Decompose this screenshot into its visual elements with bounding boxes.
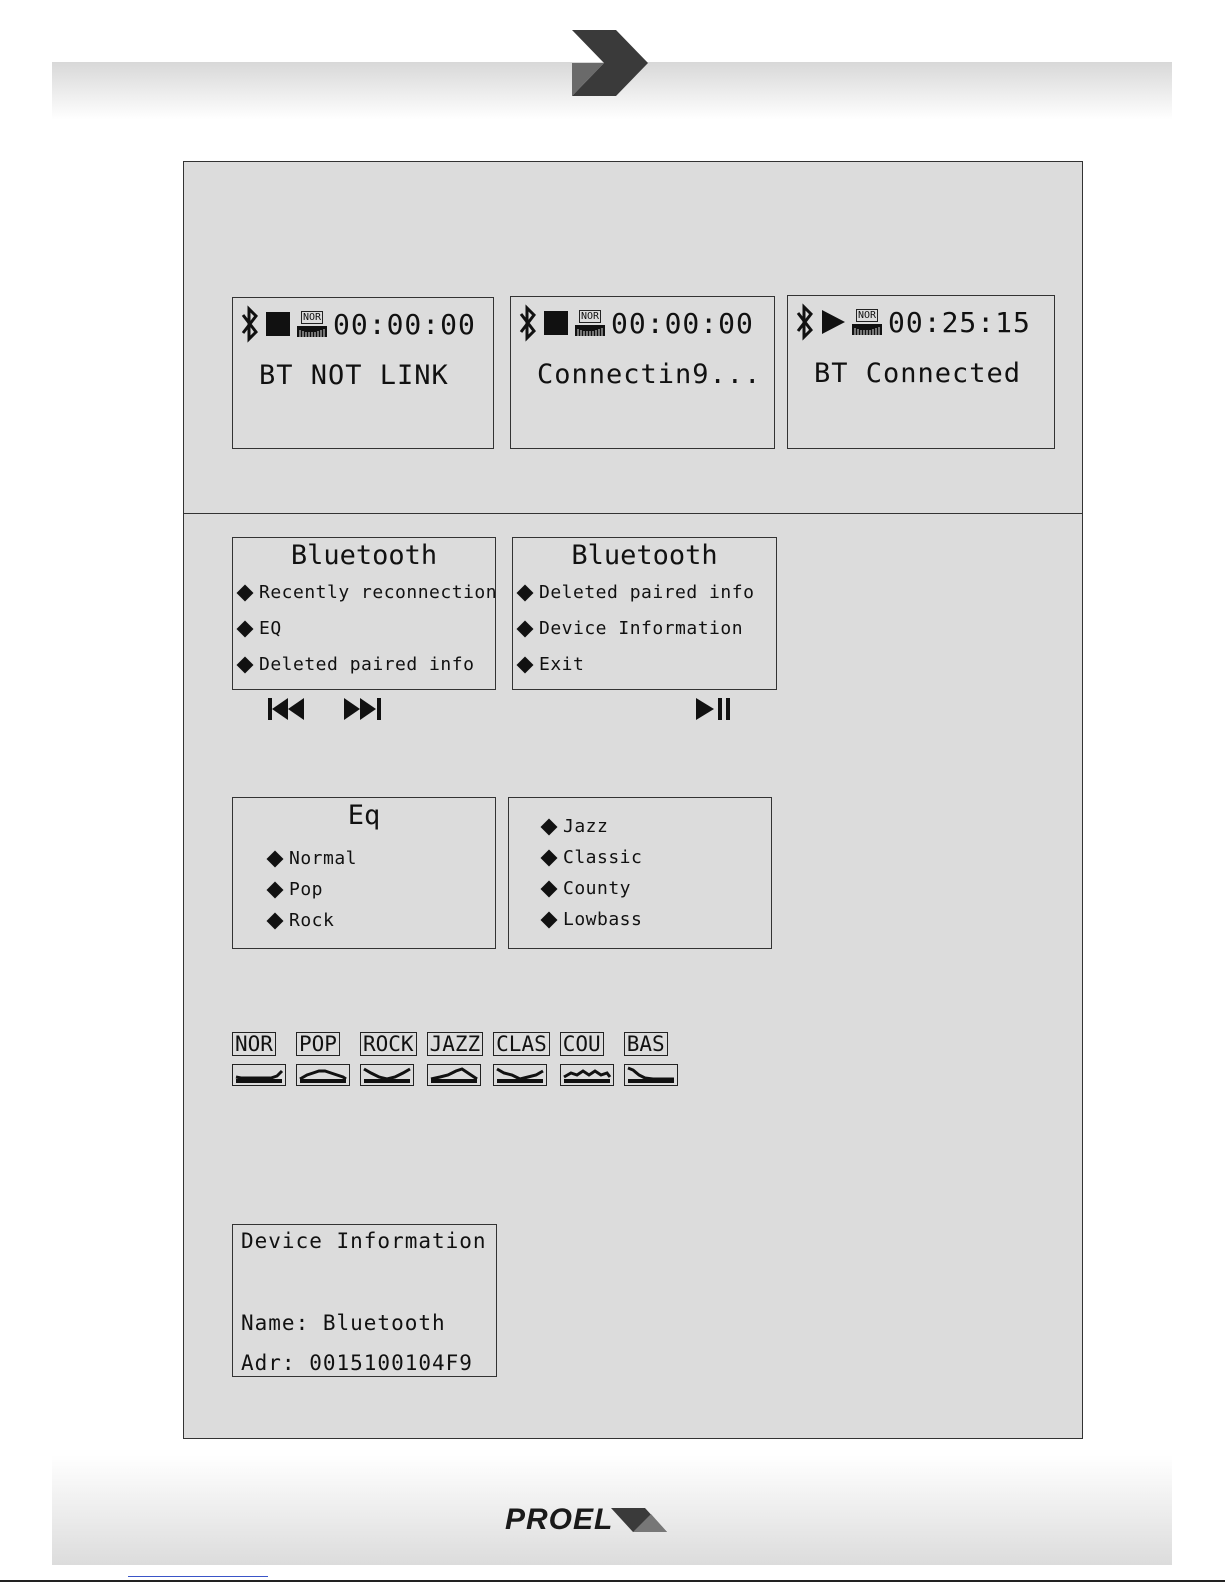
next-track-icon[interactable] xyxy=(344,698,384,720)
menu-item[interactable]: Pop xyxy=(269,879,323,900)
eq-curve-icon xyxy=(575,325,605,336)
lcd-eq-menu-1 xyxy=(232,797,496,949)
eq-indicator-label: NOR xyxy=(580,311,600,322)
eq-indicator-label: NOR xyxy=(857,310,877,321)
menu-item[interactable]: Device Information xyxy=(519,618,743,639)
eq-preset-label: COU xyxy=(560,1032,604,1056)
eq-curve-icon xyxy=(427,1064,481,1086)
lcd-bluetooth-menu-1 xyxy=(232,537,496,690)
menu-title: Bluetooth xyxy=(290,540,438,571)
eq-indicator xyxy=(575,310,605,336)
menu-item[interactable]: Deleted paired info xyxy=(239,654,474,675)
diamond-bullet-icon xyxy=(517,620,534,637)
eq-curve-icon xyxy=(852,324,882,335)
eq-preset-clas xyxy=(493,1032,550,1086)
diamond-bullet-icon xyxy=(541,911,558,928)
play-pause-icon[interactable] xyxy=(696,698,732,720)
eq-preset-cou xyxy=(560,1032,614,1086)
bluetooth-icon xyxy=(794,302,816,342)
eq-preset-label: BAS xyxy=(624,1032,668,1056)
menu-title: Bluetooth xyxy=(571,540,718,571)
status-text: Connectin9... xyxy=(537,359,762,390)
eq-preset-nor xyxy=(232,1032,286,1086)
eq-preset-jazz xyxy=(427,1032,484,1086)
lcd-bluetooth-menu-2 xyxy=(512,537,777,690)
menu-item[interactable]: County xyxy=(543,878,631,899)
time-display: 00:00:00 xyxy=(611,306,754,340)
time-display: 00:25:15 xyxy=(888,305,1031,339)
menu-item[interactable]: Recently reconnection xyxy=(239,582,497,603)
eq-curve-icon xyxy=(360,1064,414,1086)
footer-link-underline xyxy=(128,1576,268,1577)
device-address: Adr: 0015100104F9 xyxy=(241,1351,473,1375)
main-panel xyxy=(183,161,1083,1439)
device-name: Name: Bluetooth xyxy=(241,1311,446,1335)
brand-logo-text: PROEL xyxy=(505,1503,614,1536)
diamond-bullet-icon xyxy=(237,656,254,673)
lcd-status-connecting xyxy=(510,296,775,449)
stop-icon xyxy=(265,311,291,337)
eq-indicator-label: NOR xyxy=(302,312,322,323)
eq-indicator xyxy=(852,309,882,335)
diamond-bullet-icon xyxy=(267,912,284,929)
eq-preset-legend xyxy=(232,1032,688,1086)
menu-item[interactable]: Deleted paired info xyxy=(519,582,754,603)
diamond-bullet-icon xyxy=(541,880,558,897)
menu-title: Eq xyxy=(347,800,381,831)
menu-item[interactable]: Exit xyxy=(519,654,584,675)
menu-item[interactable]: Rock xyxy=(269,910,334,931)
eq-preset-label: NOR xyxy=(232,1032,276,1056)
diamond-bullet-icon xyxy=(267,881,284,898)
eq-preset-label: JAZZ xyxy=(427,1032,484,1056)
chevron-right-icon xyxy=(572,30,652,96)
eq-curve-icon xyxy=(297,326,327,337)
eq-preset-pop xyxy=(296,1032,350,1086)
menu-item[interactable]: Classic xyxy=(543,847,642,868)
diamond-bullet-icon xyxy=(267,850,284,867)
diamond-bullet-icon xyxy=(237,584,254,601)
eq-preset-label: CLAS xyxy=(493,1032,550,1056)
lcd-status-connected xyxy=(787,295,1055,449)
eq-preset-label: ROCK xyxy=(360,1032,417,1056)
eq-curve-icon xyxy=(560,1064,614,1086)
eq-preset-bas xyxy=(624,1032,678,1086)
time-display: 00:00:00 xyxy=(333,307,476,341)
lcd-status-not-linked xyxy=(232,297,494,449)
diamond-bullet-icon xyxy=(541,849,558,866)
status-text: BT NOT LINK xyxy=(259,360,449,391)
play-icon xyxy=(820,309,846,335)
page-bottom-rule xyxy=(0,1580,1225,1582)
diamond-bullet-icon xyxy=(517,584,534,601)
previous-track-icon[interactable] xyxy=(268,698,308,720)
diamond-bullet-icon xyxy=(237,620,254,637)
brand-logo xyxy=(505,1500,667,1540)
diamond-bullet-icon xyxy=(541,818,558,835)
eq-preset-label: POP xyxy=(296,1032,340,1056)
eq-curve-icon xyxy=(296,1064,350,1086)
eq-curve-icon xyxy=(624,1064,678,1086)
diamond-bullet-icon xyxy=(517,656,534,673)
menu-item[interactable]: Jazz xyxy=(543,816,608,837)
bluetooth-icon xyxy=(517,303,539,343)
menu-item[interactable]: Normal xyxy=(269,848,357,869)
bluetooth-icon xyxy=(239,304,261,344)
menu-item[interactable]: Lowbass xyxy=(543,909,642,930)
eq-preset-rock xyxy=(360,1032,417,1086)
lcd-device-information xyxy=(232,1224,497,1377)
menu-item[interactable]: EQ xyxy=(239,618,282,639)
lcd-eq-menu-2 xyxy=(508,797,772,949)
status-text: BT Connected xyxy=(814,358,1022,389)
eq-curve-icon xyxy=(232,1064,286,1086)
stop-icon xyxy=(543,310,569,336)
eq-indicator xyxy=(297,311,327,337)
device-info-title: Device Information xyxy=(241,1229,487,1253)
eq-curve-icon xyxy=(493,1064,547,1086)
logo-chevron-icon xyxy=(611,1508,667,1532)
divider xyxy=(184,513,1082,514)
